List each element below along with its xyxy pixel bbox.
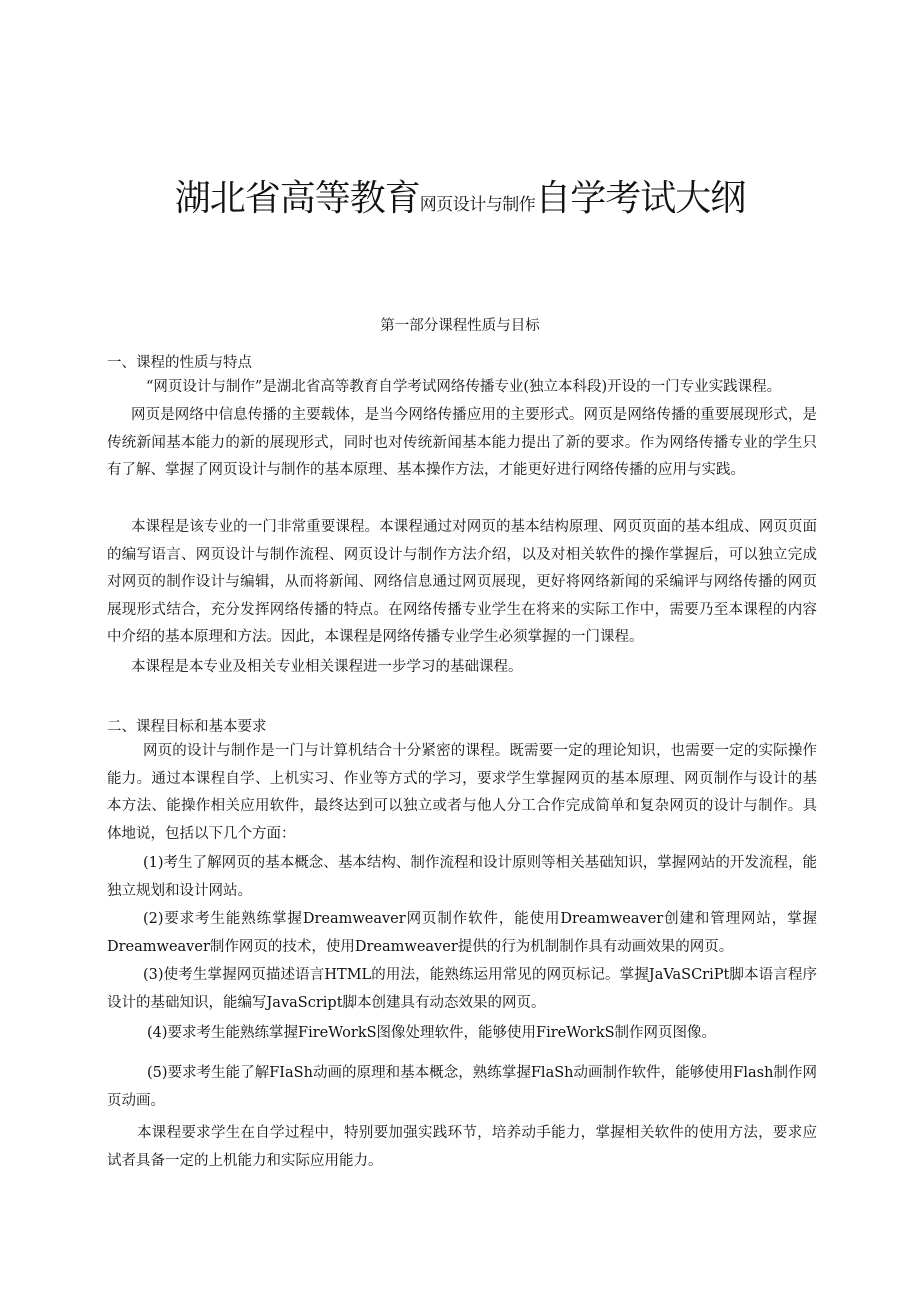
document-title: [0, 170, 920, 221]
paragraph-goals-overview: 网页的设计与制作是一门与计算机结合十分紧密的课程。既需要一定的理论知识，也需要一定的实际操作能力。通过本课程自学、上机实习、作业等方式的学习，要求学生掌握网页的基本原理、网页制作与设计的基本方法、能操作相关应用软件，最终达到可以独立或者与他人分工合作完成简单和复杂网页的设计与制作。具体地说，包括以下几个方面：: [107, 743, 817, 842]
title-course-name: 网页设计与制作: [419, 195, 536, 215]
list-item-3: (3)使考生掌握网页描述语言HTML的用法，能熟练运用常见的网页标记。掌握JaVaSCriPt脚本语言程序设计的基础知识，能编写JavaScript脚本创建具有动态效果的网页。: [107, 967, 817, 1011]
section-title: 第一部分课程性质与目标: [380, 318, 540, 334]
title-part-2: 自学考试大纲: [535, 178, 746, 219]
paragraph-course-intro: “网页设计与制作”是湖北省高等教育自学考试网络传播专业(独立本科段)开设的一门专业实践课程。: [146, 379, 782, 395]
heading-course-nature: 一、课程的性质与特点: [107, 355, 252, 371]
paragraph-web-carrier: 网页是网络中信息传播的主要载体，是当今网络传播应用的主要形式。网页是网络传播的重要展现形式，是传统新闻基本能力的新的展现形式，同时也对传统新闻基本能力提出了新的要求。作为网络传播专业的学生只有了解、掌握了网页设计与制作的基本原理、基本操作方法，才能更好进行网络传播的应用与实践。: [107, 407, 817, 478]
paragraph-practice-requirement: 本课程要求学生在自学过程中，特别要加强实践环节，培养动手能力，掌握相关软件的使用方法，要求应试者具备一定的上机能力和实际应用能力。: [107, 1125, 817, 1169]
paragraph-course-importance: 本课程是该专业的一门非常重要课程。本课程通过对网页的基本结构原理、网页页面的基本组成、网页页面的编写语言、网页设计与制作流程、网页设计与制作方法介绍，以及对相关软件的操作掌握后，可以独立完成对网页的制作设计与编辑，从而将新闻、网络信息通过网页展现，更好将网络新闻的采编评与网络传播的网页展现形式结合，充分发挥网络传播的特点。在网络传播专业学生在将来的实际工作中，需要乃至本课程的内容中介绍的基本原理和方法。因此，本课程是网络传播专业学生必须掌握的一门课程。: [107, 519, 817, 645]
list-item-5: (5)要求考生能了解FIaSh动画的原理和基本概念，熟练掌握FlaSh动画制作软件，能够使用Flash制作网页动画。: [107, 1065, 817, 1109]
list-item-2: (2)要求考生能熟练掌握Dreamweaver网页制作软件，能使用Dreamweaver创建和管理网站，掌握Dreamweaver制作网页的技术，使用Dreamweaver提供的行为机制制作具有动画效果的网页。: [107, 911, 817, 955]
title-part-1: 湖北省高等教育: [174, 178, 420, 219]
list-item-1: (1)考生了解网页的基本概念、基本结构、制作流程和设计原则等相关基础知识，掌握网站的开发流程，能独立规划和设计网站。: [107, 855, 817, 899]
paragraph-foundation-course: 本课程是本专业及相关专业相关课程进一步学习的基础课程。: [131, 659, 523, 675]
heading-course-goals: 二、课程目标和基本要求: [107, 719, 267, 735]
list-item-4: (4)要求考生能熟练掌握FireWorkS图像处理软件，能够使用FireWorkS制作网页图像。: [147, 1025, 717, 1041]
